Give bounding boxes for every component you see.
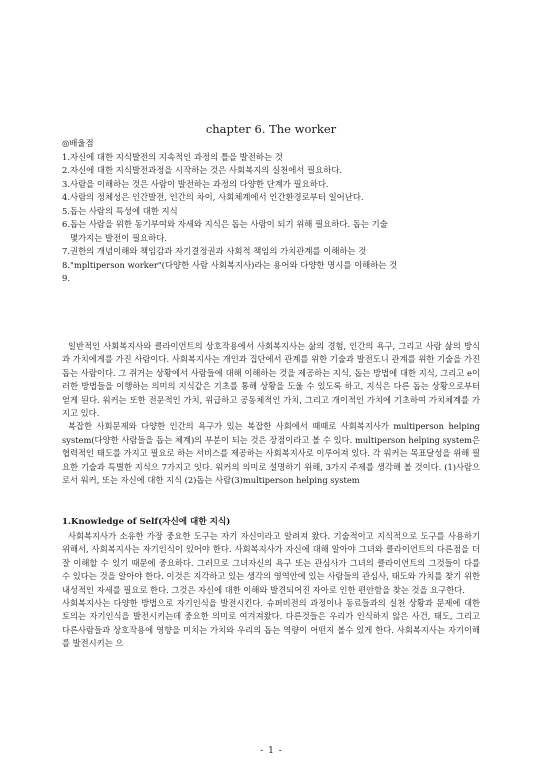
objective-item: 5.돕는 사람의 특성에 대한 지식 [62, 205, 178, 216]
objective-item: 9. [62, 273, 70, 283]
objective-item: 7.권한의 개념이해와 책임감과 자기결정권과 사회적 책임의 가치관계를 이해하는 것 [62, 246, 367, 256]
objective-item-continued: 몇가지는 발전이 필요하다. [62, 232, 167, 243]
chapter-title: chapter 6. The worker [205, 122, 337, 136]
section-heading: 1.Knowledge of Self(자신에 대한 지식) [62, 517, 231, 527]
objective-item: 2.자신에 대한 지식발전과정을 시작하는 것은 사회복지의 실천에서 필요하다. [62, 165, 343, 175]
intro-section [62, 340, 480, 487]
objective-item: 8."mpltiperson worker"(다양한 사람 사회복지사)라는 용어와 다양한 명시를 이해하는 것 [62, 259, 398, 270]
section-paragraph: 사회복지사가 소유한 가장 중요한 도구는 자기 자신이라고 알려져 왔다. 기술적이고 지식적으로 도구를 사용하기 위해서, 사회복지사는 자기인식이 있어야 한다. 사회복지사가 자신에 대해 알아야 그녀와 클라이언트의 다른점을 더 잘 이해할 수 있기 때문에 중요하다. 그러므로 그녀자신의 욕구 또는 관심사가 그녀의 클라이언트의 그것들이 다를 수 있다는 것을 알아야 한다. 이것은 지각하고 있는 생각의 영역안에 있는 사람들의 관심사, 태도와 가치를 찾기 위한 내성적인 자세를 필요로 한다. 그것은 자신에 대한 이해와 발견되어진 자아로 인한 편안함을 찾는 것을 요구한다. [62, 531, 480, 595]
knowledge-of-self-section [62, 515, 480, 651]
page-number: - 1 - [260, 746, 283, 756]
objective-item: 1.자신에 대한 지식발전의 지속적인 과정의 틀을 발전하는 것 [62, 151, 283, 162]
section-paragraph: 사회복지사는 다양한 방법으로 자기인식을 발전시킨다. 슈퍼비전의 과정이나 동료들과의 실천 상황과 문제에 대한 토의는 자기인식을 발전시키는데 중요한 의미로 여겨져왔다. 다른것들은 우리가 인식하지 않은 사건, 태도, 그리고 다른사람들과 상호작용에 영향을 미치는 가치와 우리의 돕는 역량이 어떤지 볼수 있게 한다. 사회복지사는 자기이해를 발전시키는 으 [62, 598, 480, 649]
objective-item: 3.사람을 이해하는 것은 사람이 발전하는 과정의 다양한 단계가 필요하다. [62, 178, 329, 189]
objective-item: 4.사람의 정체성은 인간발전, 인간의 차이, 사회체계에서 인간환경로부터 일어난다. [62, 192, 364, 202]
objectives-heading: ◎배울점 [62, 138, 94, 148]
intro-paragraph: 일반적인 사회복지사와 클라이언트의 상호작용에서 사회복지사는 삶의 경험, 인간의 욕구, 그리고 사람 삶의 방식과 가치에게를 가진 사람이다. 사회복지사는 개인과 집단에서 관계를 위한 기술과 발전도니 관계를 위한 기술을 가진 돕는 사람이다. 그 쥐거는 상황에서 사람들에 대해 이해하는 것을 제공하는 지식, 돕는 방법에 대한 지식, 그리고 e이러한 방법들을 이행하는 의미의 지식같은 기초를 통해 상황을 도울 수 있도록 하고, 지식은 다른 돕는 상황으로부터 얻게 된다. 워커는 또한 전문적인 가치, 위급하고 공동체적인 가치, 그리고 개이적인 가치에 기초하여 가치체계를 가지고 있다. [62, 341, 480, 419]
learning-objectives [62, 137, 480, 286]
intro-paragraph: 복잡한 사회문제와 다양한 인간의 욕구가 있는 복잡한 사회에서 때때로 사회복지사가 multiperson helping system(다양한 사람들을 돕는 체계)의 부분이 되는 것은 장점이라고 볼 수 있다. multiperson helping system은 협력적인 태도를 가지고 필요로 하는 서비스를 제공하는 사회복지사로 이루어져 있다. 각 워커는 목표달성을 위해 필요한 기술과 특별한 지식으 7가지고 잇다. 워커의 의미로 설명하기 위해, 3가지 주제를 생각해 볼 것이다. (1)사람으로서 워커, 또는 자신에 대한 지식 (2)돕는 사람(3)multiperson helping system [62, 421, 481, 486]
objective-item: 6.돕는 사람을 위한 동기부여와 자세와 지식은 돕는 사람이 되기 위해 필요하다. 돕는 기술 [62, 219, 388, 229]
